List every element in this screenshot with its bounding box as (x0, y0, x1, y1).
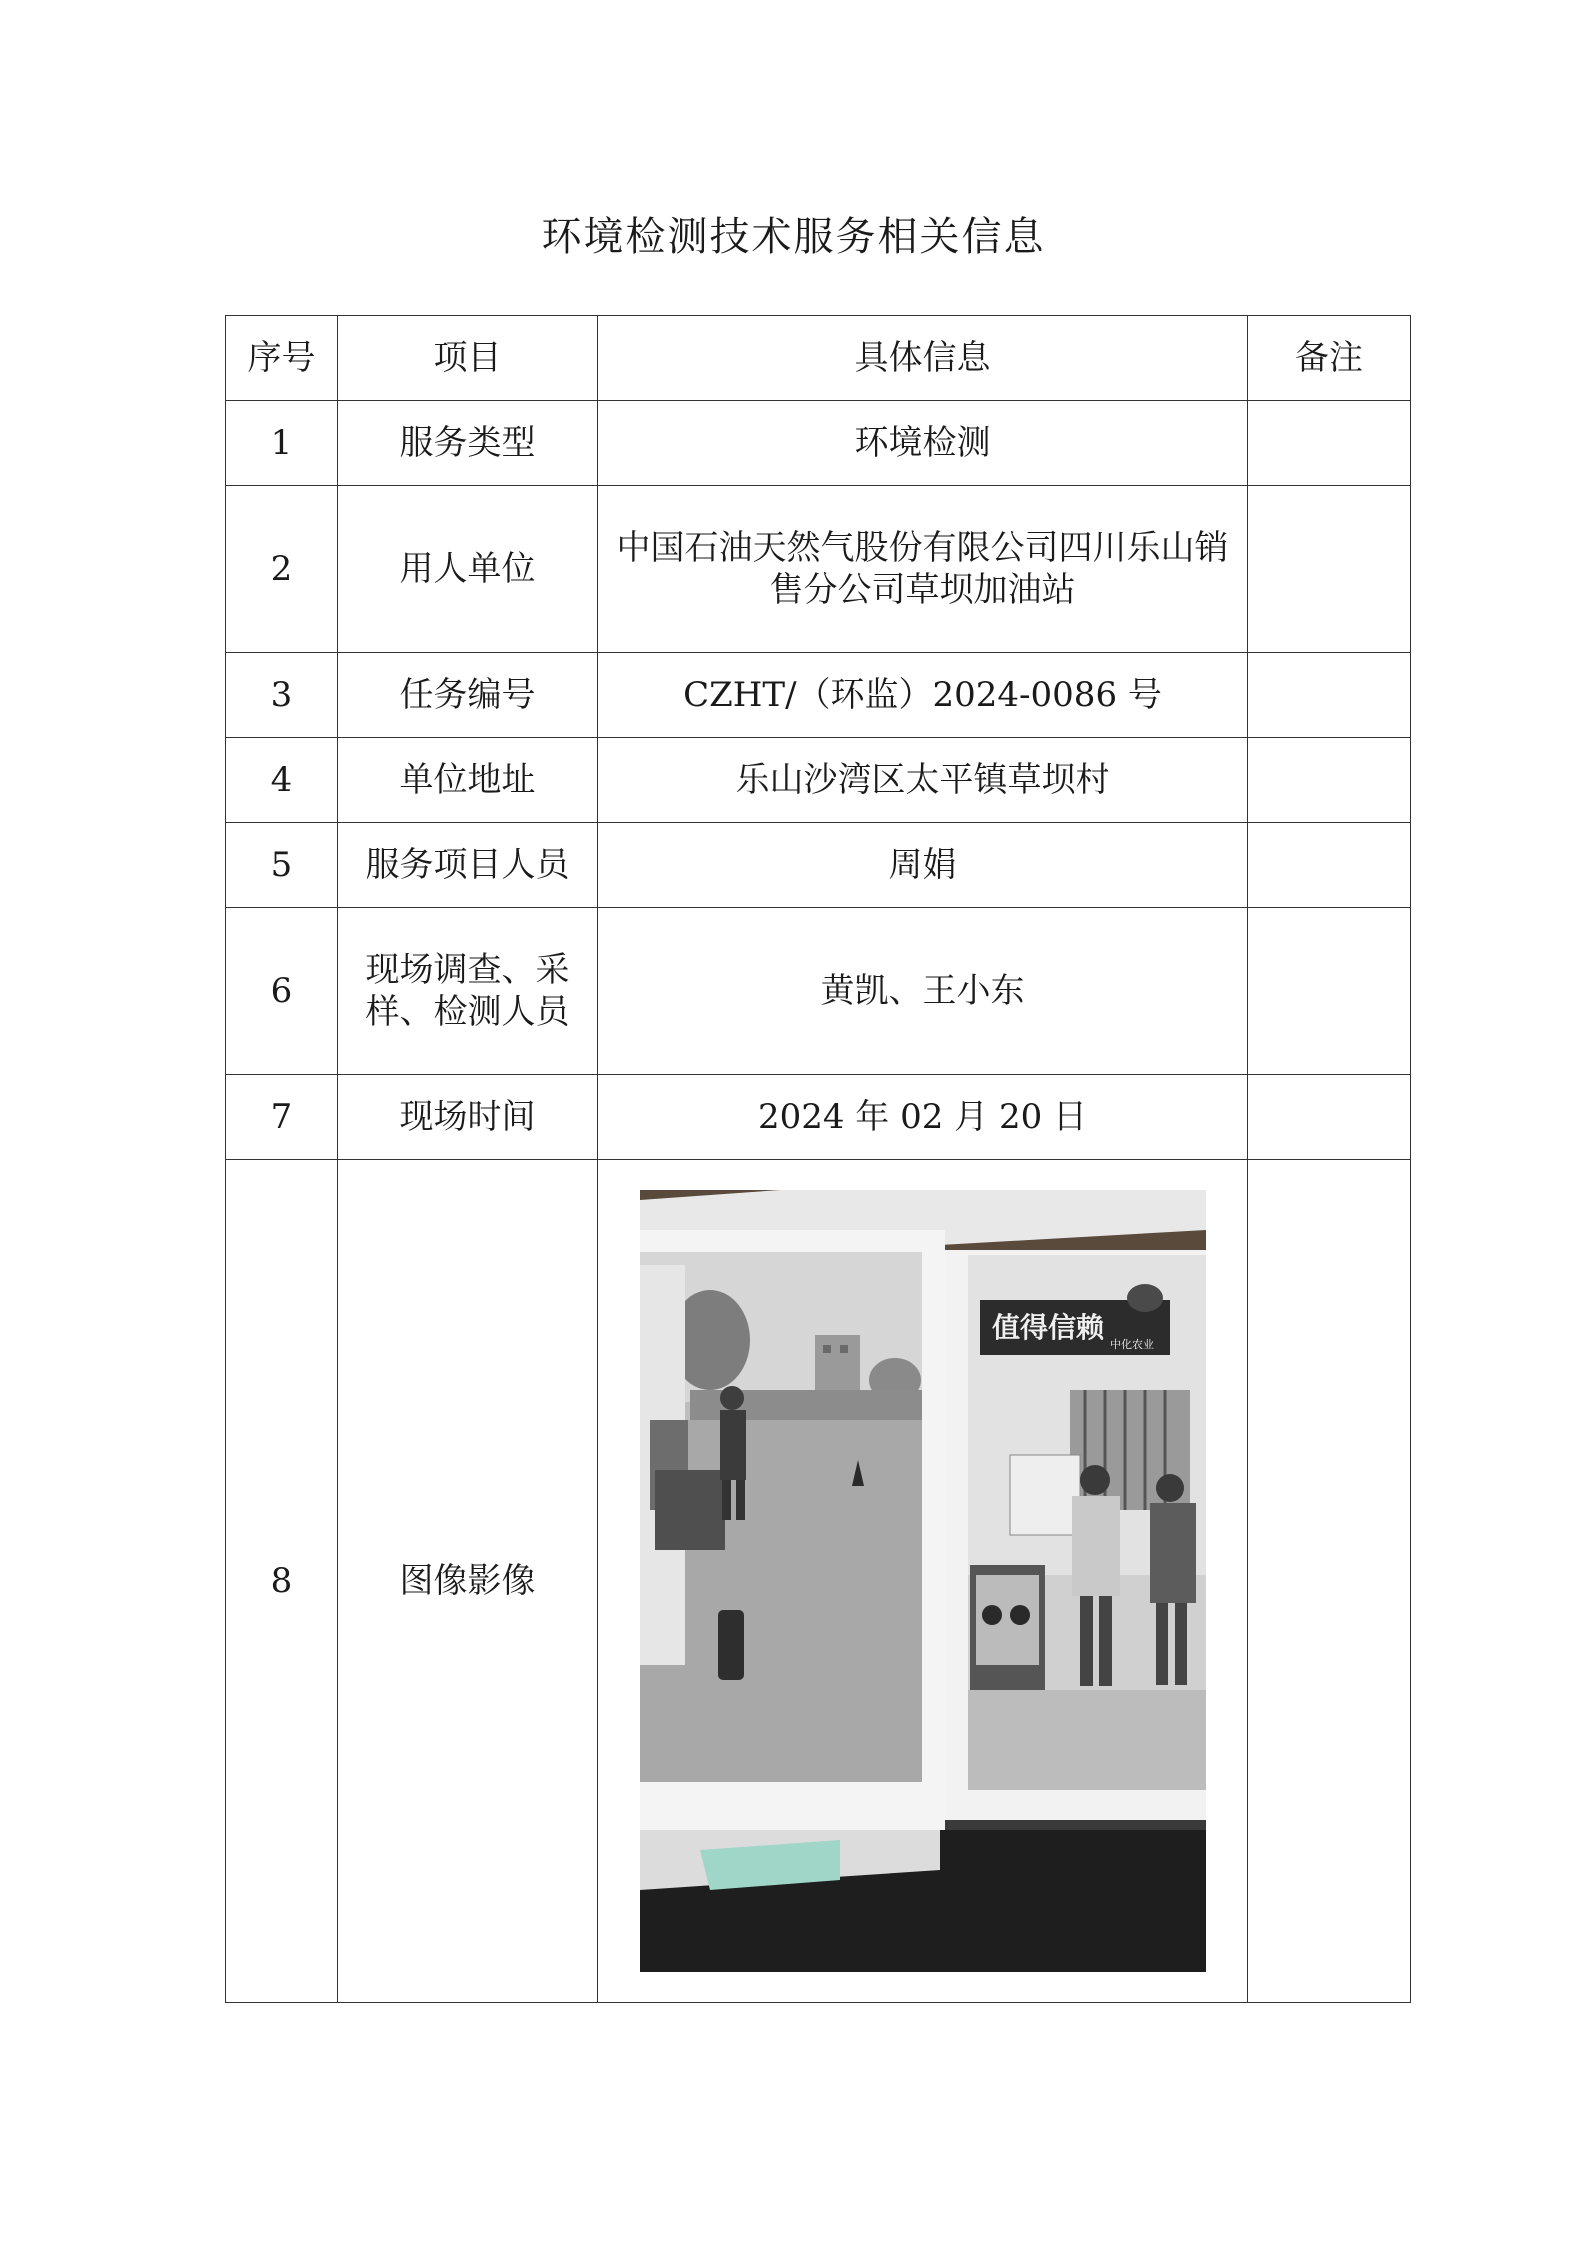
sign-brand: 中化农业 (1109, 1338, 1154, 1351)
site-photo (640, 1190, 1206, 1972)
table-row (226, 823, 1411, 908)
table-row (226, 738, 1411, 823)
table-row (226, 1075, 1411, 1160)
row-note (1248, 738, 1411, 823)
table-row (226, 1160, 1411, 2003)
row-no: 8 (226, 1160, 338, 2003)
row-item: 现场时间 (338, 1075, 598, 1160)
row-info-photo-cell (598, 1160, 1248, 2003)
row-item: 任务编号 (338, 653, 598, 738)
row-no: 4 (226, 738, 338, 823)
row-no: 5 (226, 823, 338, 908)
row-item: 现场调查、采样、检测人员 (338, 908, 598, 1075)
header-no: 序号 (226, 316, 338, 401)
row-item: 单位地址 (338, 738, 598, 823)
row-info: 黄凯、王小东 (598, 908, 1248, 1075)
row-note (1248, 1160, 1411, 2003)
table-header-row (226, 316, 1411, 401)
row-info: 环境检测 (598, 401, 1248, 486)
row-info: CZHT/（环监）2024-0086 号 (598, 653, 1248, 738)
table-row (226, 653, 1411, 738)
row-no: 7 (226, 1075, 338, 1160)
row-item: 用人单位 (338, 486, 598, 653)
row-note (1248, 401, 1411, 486)
info-table (225, 315, 1411, 2003)
header-note: 备注 (1248, 316, 1411, 401)
row-note (1248, 1075, 1411, 1160)
row-no: 2 (226, 486, 338, 653)
row-no: 3 (226, 653, 338, 738)
row-info: 周娟 (598, 823, 1248, 908)
row-no: 1 (226, 401, 338, 486)
row-item: 服务项目人员 (338, 823, 598, 908)
sign-text: 值得信赖 (991, 1311, 1104, 1344)
row-info: 中国石油天然气股份有限公司四川乐山销售分公司草坝加油站 (598, 486, 1248, 653)
row-note (1248, 653, 1411, 738)
row-item: 服务类型 (338, 401, 598, 486)
table-row (226, 401, 1411, 486)
table-row (226, 908, 1411, 1075)
row-item: 图像影像 (338, 1160, 598, 2003)
row-note (1248, 908, 1411, 1075)
row-info: 2024 年 02 月 20 日 (598, 1075, 1248, 1160)
row-note (1248, 486, 1411, 653)
row-note (1248, 823, 1411, 908)
header-info: 具体信息 (598, 316, 1248, 401)
table-row (226, 486, 1411, 653)
header-item: 项目 (338, 316, 598, 401)
document-title: 环境检测技术服务相关信息 (541, 214, 1046, 260)
row-info: 乐山沙湾区太平镇草坝村 (598, 738, 1248, 823)
row-no: 6 (226, 908, 338, 1075)
